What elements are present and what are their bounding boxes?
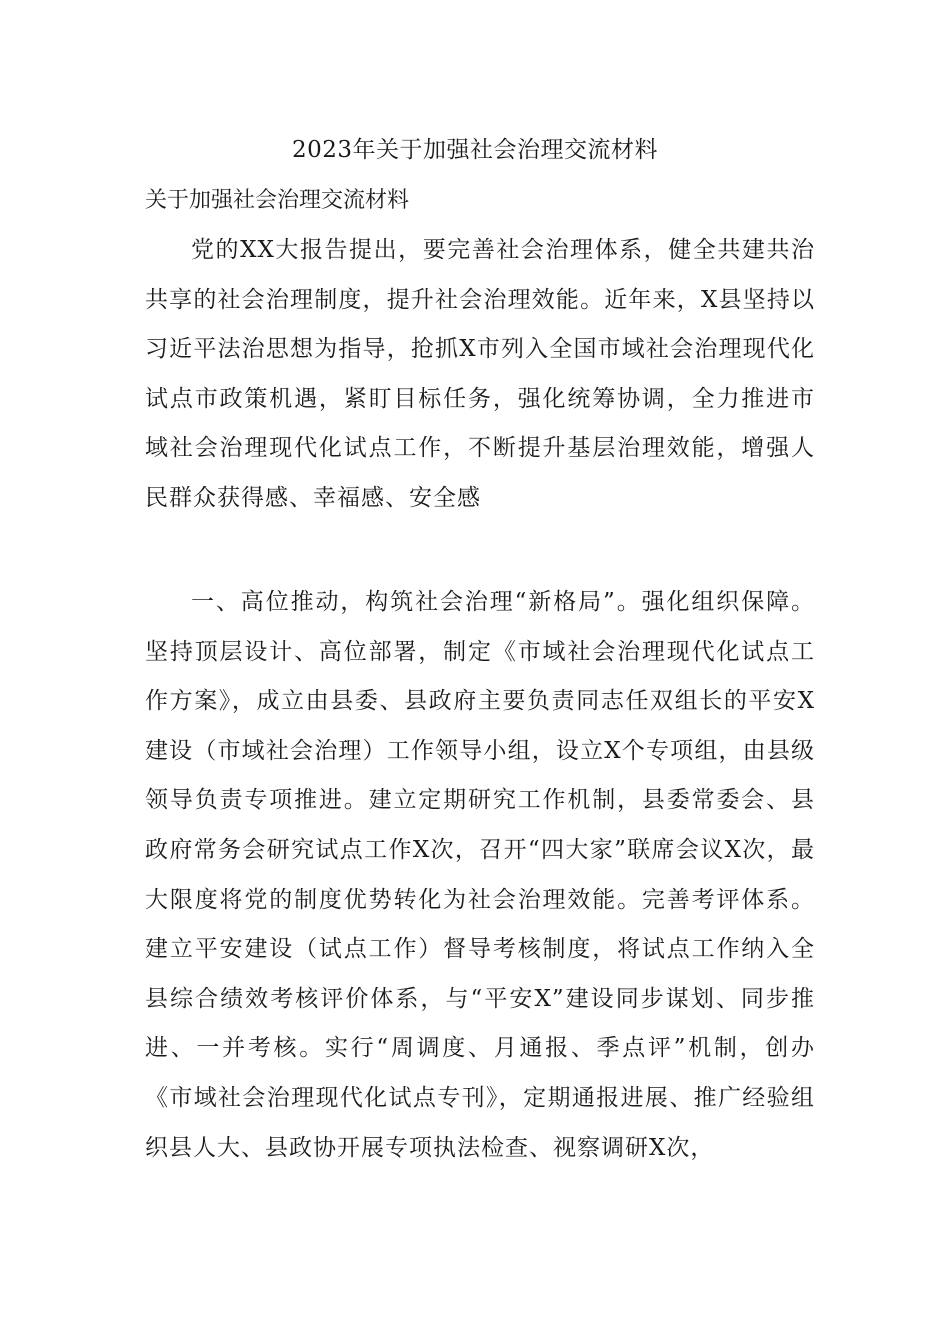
paragraph-section-one: 一、高位推动，构筑社会治理“新格局”。强化组织保障。坚持顶层设计、高位部署，制定《市域社会治理现代化试点工作方案》，成立由县委、县政府主要负责同志任双组长的平安X建设（市域社会治理）工作领导小组，设立X个专项组，由县级领导负责专项推进。建立定期研究工作机制，县委常委会、县政府常务会研究试点工作X次，召开“四大家”联席会议X次，最大限度将党的制度优势转化为社会治理效能。完善考评体系。建立平安建设（试点工作）督导考核制度，将试点工作纳入全县综合绩效考核评价体系，与“平安X”建设同步谋划、同步推进、一并考核。实行“周调度、月通报、季点评”机制，创办《市域社会治理现代化试点专刊》，定期通报进展、推广经验组织县人大、县政协开展专项执法检查、视察调研X次， [145,589,815,1161]
document-title: 2023年关于加强社会治理交流材料 [291,137,659,163]
paragraph-intro: 党的XX大报告提出，要完善社会治理体系，健全共建共治共享的社会治理制度，提升社会治理效能。近年来，X县坚持以习近平法治思想为指导，抢抓X市列入全国市域社会治理现代化试点市政策机遇，紧盯目标任务，强化统筹协调，全力推进市域社会治理现代化试点工作，不断提升基层治理效能，增强人民群众获得感、幸福感、安全感 [145,237,815,511]
document-subtitle: 关于加强社会治理交流材料 [145,188,410,213]
